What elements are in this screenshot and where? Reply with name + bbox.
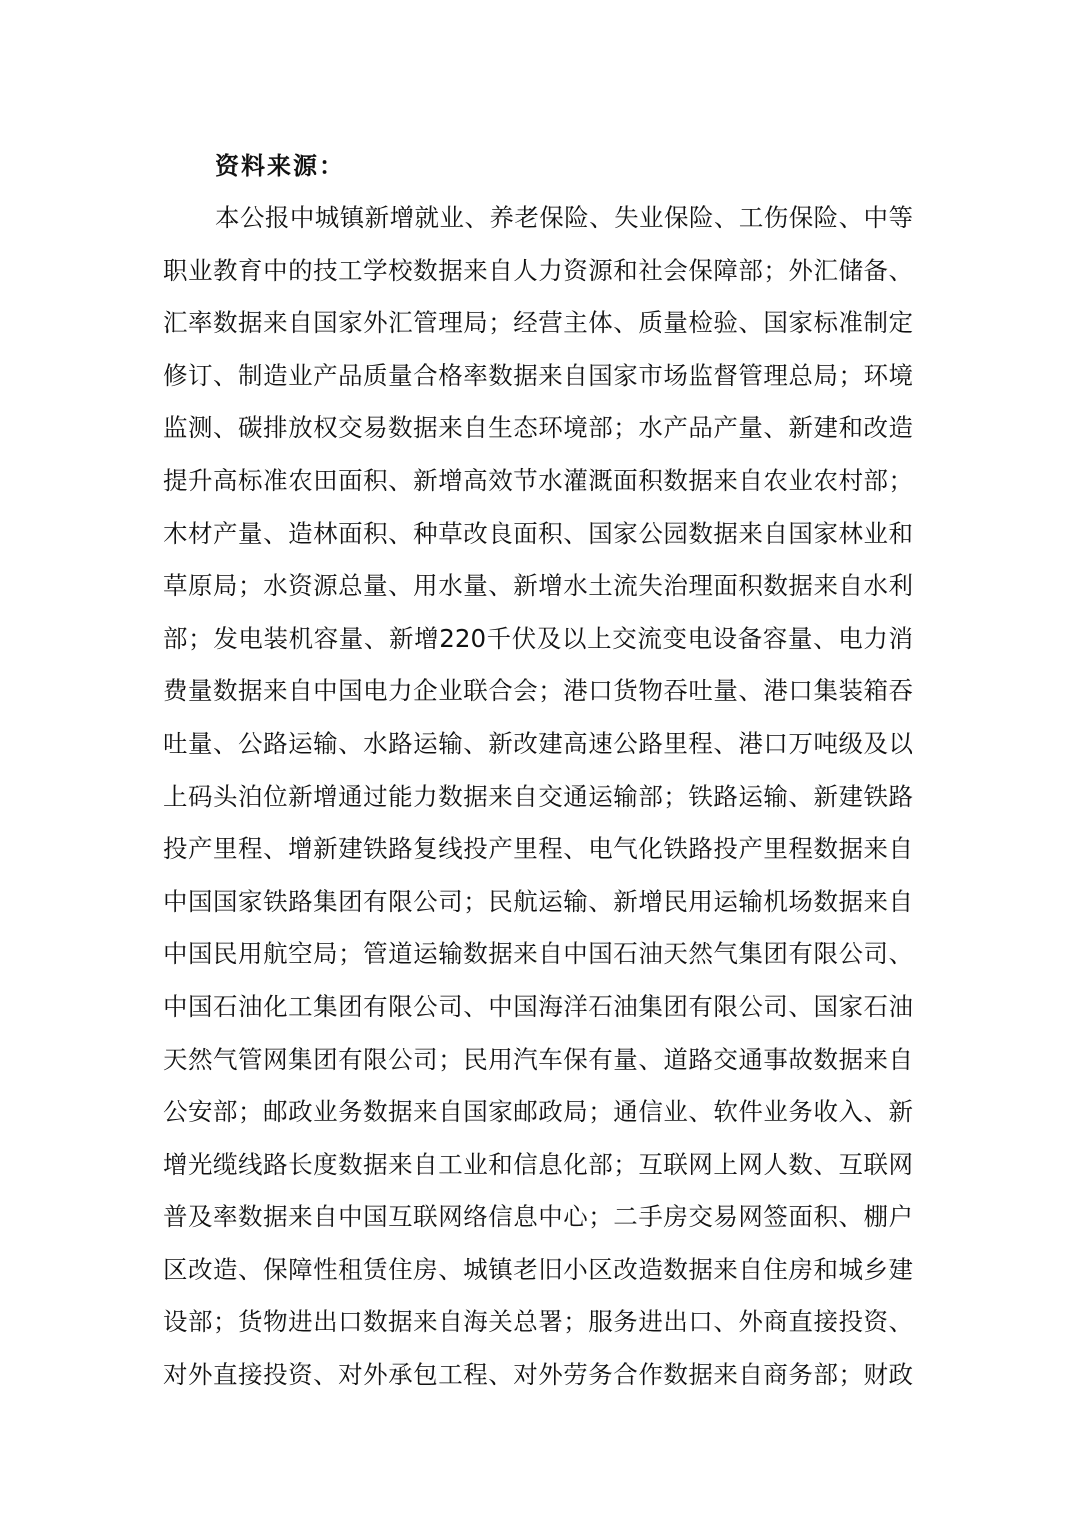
document-body <box>163 140 913 1402</box>
paragraph-line: 投产里程、增新建铁路复线投产里程、电气化铁路投产里程数据来自 <box>163 834 913 864</box>
paragraph-line: 修订、制造业产品质量合格率数据来自国家市场监督管理总局；环境 <box>163 360 913 390</box>
paragraph-line: 中国民用航空局；管道运输数据来自中国石油天然气集团有限公司、 <box>163 939 913 969</box>
paragraph-line: 公安部；邮政业务数据来自国家邮政局；通信业、软件业务收入、新 <box>163 1097 913 1127</box>
paragraph-line: 上码头泊位新增通过能力数据来自交通运输部；铁路运输、新建铁路 <box>163 781 913 811</box>
sources-paragraph <box>163 192 913 1402</box>
paragraph-line: 增光缆线路长度数据来自工业和信息化部；互联网上网人数、互联网 <box>163 1149 913 1179</box>
paragraph-line: 区改造、保障性租赁住房、城镇老旧小区改造数据来自住房和城乡建 <box>163 1254 913 1284</box>
paragraph-line: 对外直接投资、对外承包工程、对外劳务合作数据来自商务部；财政 <box>163 1360 913 1390</box>
paragraph-line: 监测、碳排放权交易数据来自生态环境部；水产品产量、新建和改造 <box>163 413 913 443</box>
paragraph-line: 天然气管网集团有限公司；民用汽车保有量、道路交通事故数据来自 <box>163 1044 913 1074</box>
paragraph-line: 汇率数据来自国家外汇管理局；经营主体、质量检验、国家标准制定 <box>163 308 913 338</box>
paragraph-line: 设部；货物进出口数据来自海关总署；服务进出口、外商直接投资、 <box>163 1307 913 1337</box>
paragraph-line: 草原局；水资源总量、用水量、新增水土流失治理面积数据来自水利 <box>163 571 913 601</box>
paragraph-line: 吐量、公路运输、水路运输、新改建高速公路里程、港口万吨级及以 <box>163 728 913 758</box>
paragraph-line: 职业教育中的技工学校数据来自人力资源和社会保障部；外汇储备、 <box>163 255 913 285</box>
paragraph-line: 部；发电装机容量、新增220千伏及以上交流变电设备容量、电力消 <box>163 623 913 653</box>
paragraph-line: 本公报中城镇新增就业、养老保险、失业保险、工伤保险、中等 <box>215 203 913 232</box>
paragraph-line: 提升高标准农田面积、新增高效节水灌溉面积数据来自农业农村部； <box>163 465 913 495</box>
paragraph-line: 木材产量、造林面积、种草改良面积、国家公园数据来自国家林业和 <box>163 518 913 548</box>
paragraph-line: 中国国家铁路集团有限公司；民航运输、新增民用运输机场数据来自 <box>163 886 913 916</box>
section-heading: 资料来源： <box>215 152 345 180</box>
paragraph-line: 中国石油化工集团有限公司、中国海洋石油集团有限公司、国家石油 <box>163 991 913 1021</box>
paragraph-line: 普及率数据来自中国互联网络信息中心；二手房交易网签面积、棚户 <box>163 1202 913 1232</box>
paragraph-line: 费量数据来自中国电力企业联合会；港口货物吞吐量、港口集装箱吞 <box>163 676 913 706</box>
